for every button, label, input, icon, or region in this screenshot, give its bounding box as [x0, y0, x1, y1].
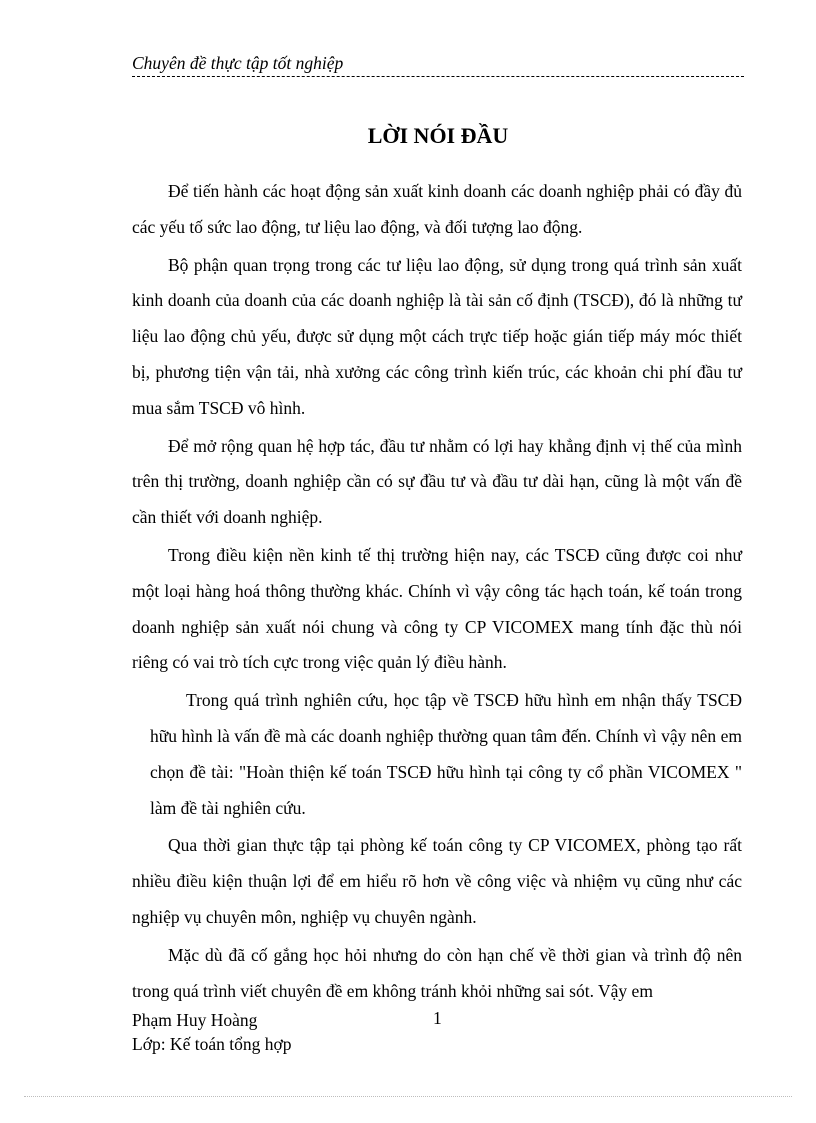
paragraph-4: Trong điều kiện nền kinh tế thị trường hiện nay, các TSCĐ cũng được coi như một loại hàng hoá thông thường khác. Chính vì vậy công tác hạch toán, kế toán trong doanh nghiệp sản xuất nói chung và công ty CP VICOMEX mang tính đặc thù nói riêng có vai trò tích cực trong việc quản lý điều hành.	[132, 544, 742, 673]
class-line: Lớp: Kế toán tổng hợp	[132, 1034, 292, 1054]
document-title: LỜI NÓI ĐẦU	[367, 123, 509, 148]
page-number: 1	[433, 1008, 442, 1028]
paragraph-3: Để mở rộng quan hệ hợp tác, đầu tư nhằm có lợi hay khẳng định vị thế của mình trên thị trường, doanh nghiệp cần có sự đầu tư và đầu tư dài hạn, cũng là một vấn đề cần thiết với doanh nghiệp.	[132, 435, 742, 528]
paragraph-7: Mặc dù đã cố gắng học hỏi nhưng do còn hạn chế về thời gian và trình độ nên trong quá trình viết chuyên đề em không tránh khỏi những sai sót. Vậy em	[132, 944, 742, 1001]
paragraph-2: Bộ phận quan trọng trong các tư liệu lao động, sử dụng trong quá trình sản xuất kinh doanh của doanh của các doanh nghiệp là tài sản cố định (TSCĐ), đó là những tư liệu lao động chủ yếu, được sử dụng một cách trực tiếp hoặc gián tiếp máy móc thiết bị, phương tiện vận tải, nhà xưởng các công trình kiến trúc, các khoản chi phí đầu tư mua sắm TSCĐ vô hình.	[132, 254, 742, 418]
paragraph-5: Trong quá trình nghiên cứu, học tập về TSCĐ hữu hình em nhận thấy TSCĐ hữu hình là vấn đề mà các doanh nghiệp thường quan tâm đến. Chính vì vậy nên em chọn đề tài: "Hoàn thiện kế toán TSCĐ hữu hình tại công ty cổ phần VICOMEX " làm đề tài nghiên cứu.	[150, 690, 742, 818]
paragraph-1: Để tiến hành các hoạt động sản xuất kinh doanh các doanh nghiệp phải có đầy đủ các yếu tố sức lao động, tư liệu lao động, và đối tượng lao động.	[132, 181, 742, 237]
page-header: Chuyên đề thực tập tốt nghiệp	[132, 52, 744, 77]
paragraph-6: Qua thời gian thực tập tại phòng kế toán công ty CP VICOMEX, phòng tạo rất nhiều điều kiện thuận lợi để em hiểu rõ hơn về công việc và nhiệm vụ cũng như các nghiệp vụ chuyên môn, nghiệp vụ chuyên ngành.	[132, 835, 742, 927]
bottom-page-border	[24, 1096, 792, 1097]
page-footer	[132, 1008, 291, 1056]
document-body	[132, 174, 742, 1011]
author-name: Phạm Huy Hoàng	[132, 1010, 258, 1030]
